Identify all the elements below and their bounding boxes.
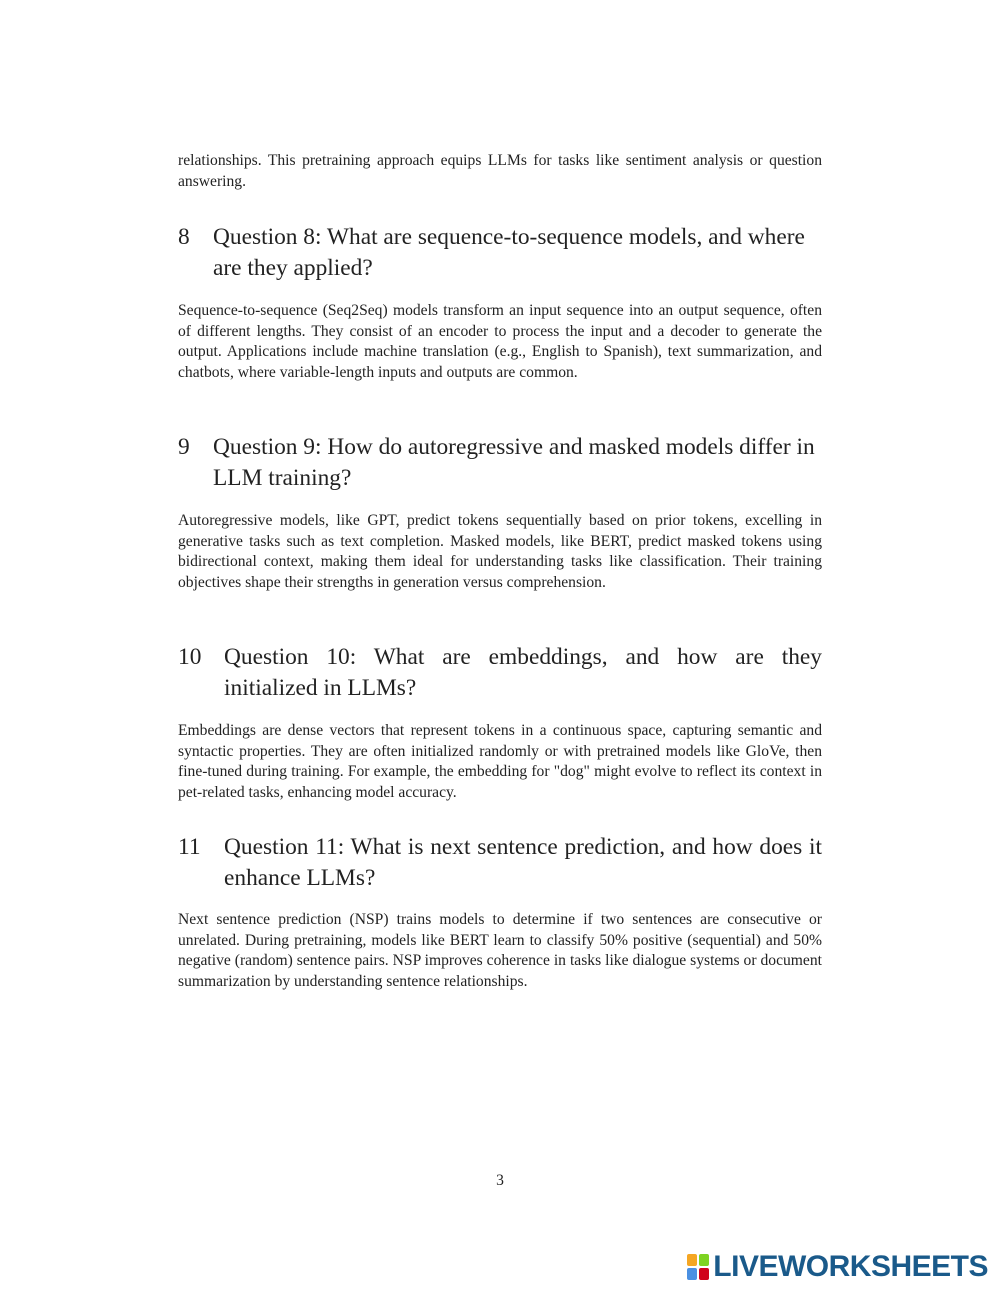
page-number: 3 bbox=[496, 1172, 504, 1189]
section-number: 8 bbox=[178, 224, 190, 250]
section-number: 9 bbox=[178, 434, 190, 460]
section-title: Question 11: What is next sentence prediction, and how does it enhance LLMs? bbox=[224, 834, 822, 891]
liveworksheets-logo-icon bbox=[687, 1254, 709, 1280]
logo-tile bbox=[699, 1268, 709, 1280]
section-number: 11 bbox=[178, 834, 201, 860]
section-body-9: Autoregressive models, like GPT, predict tokens sequentially based on prior tokens, excelling in generative tasks such as text completion. Masked models, like BERT, predict masked tokens using bidirectional context, making them ideal for understanding tasks like classification. Their training objectives shape their strengths in generation versus comprehension. bbox=[178, 512, 822, 592]
section-heading-11 bbox=[178, 832, 822, 894]
intro-paragraph: relationships. This pretraining approach equips LLMs for tasks like sentiment analysis or question answering. bbox=[178, 152, 822, 190]
section-title: Question 10: What are embeddings, and how are they initialized in LLMs? bbox=[224, 644, 822, 701]
liveworksheets-wordmark: LIVEWORKSHEETS bbox=[713, 1250, 988, 1283]
section-heading-9 bbox=[178, 432, 833, 494]
section-number: 10 bbox=[178, 644, 202, 670]
logo-tile bbox=[699, 1254, 709, 1266]
logo-tile bbox=[687, 1268, 697, 1280]
section-body-10: Embeddings are dense vectors that represent tokens in a continuous space, capturing semantic and syntactic properties. They are often initialized randomly or with pretrained models like GloVe, then fine-tuned during training. For example, the embedding for "dog" might evolve to reflect its context in pet-related tasks, enhancing model accuracy. bbox=[178, 722, 822, 802]
section-heading-8 bbox=[178, 222, 833, 284]
section-title: Question 9: How do autoregressive and masked models differ in LLM training? bbox=[213, 434, 815, 491]
section-title: Question 8: What are sequence-to-sequence models, and where are they applied? bbox=[213, 224, 805, 281]
section-heading-10 bbox=[178, 642, 822, 704]
logo-tile bbox=[687, 1254, 697, 1266]
liveworksheets-logo[interactable] bbox=[687, 1252, 988, 1282]
section-body-11: Next sentence prediction (NSP) trains models to determine if two sentences are consecutive or unrelated. During pretraining, models like BERT learn to classify 50% positive (sequential) and 50% negative (random) sentence pairs. NSP improves coherence in tasks like dialogue systems or document summarization by understanding sentence relationships. bbox=[178, 911, 822, 991]
section-body-8: Sequence-to-sequence (Seq2Seq) models transform an input sequence into an output sequence, often of different lengths. They consist of an encoder to process the input and a decoder to generate the output. Applications include machine translation (e.g., English to Spanish), text summarization, and chatbots, where variable-length inputs and outputs are common. bbox=[178, 302, 822, 382]
